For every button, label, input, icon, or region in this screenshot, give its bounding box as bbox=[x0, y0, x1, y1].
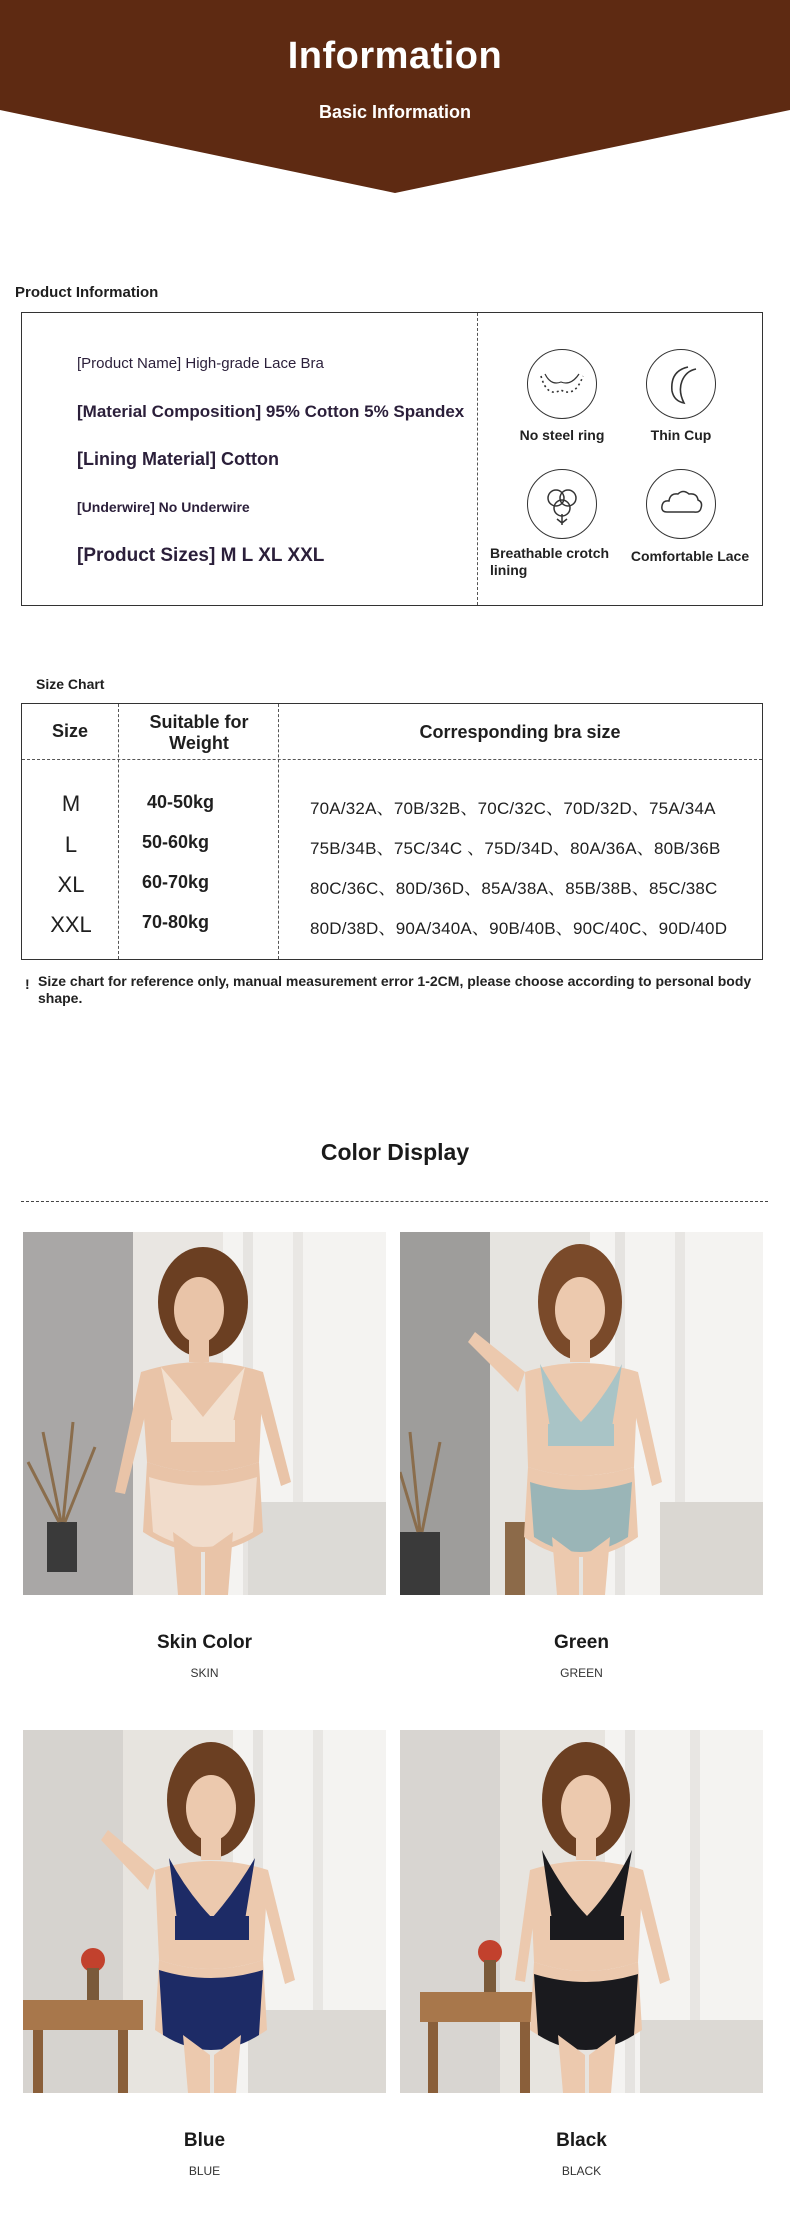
header-weight: Suitable for Weight bbox=[149, 712, 249, 753]
product-photo-green bbox=[400, 1232, 763, 1595]
size-note bbox=[25, 973, 765, 1007]
bra-size-cell: 70A/32A、70B/32B、70C/32C、70D/32D、75A/34A bbox=[310, 799, 716, 818]
feature-label-no-steel-ring: No steel ring bbox=[519, 427, 605, 443]
product-info-label: Product Information bbox=[15, 284, 159, 301]
header-banner bbox=[0, 0, 790, 195]
product-photo-blue bbox=[23, 1730, 386, 2093]
page-title: Information bbox=[287, 35, 503, 77]
color-code-black: BLACK bbox=[561, 2164, 602, 2178]
size-cell: XL bbox=[57, 872, 85, 897]
color-display-divider bbox=[21, 1201, 768, 1202]
info-line-sizes: [Product Sizes] M L XL XXL bbox=[77, 545, 325, 566]
color-code-green: GREEN bbox=[560, 1666, 603, 1680]
product-photo-black bbox=[400, 1730, 763, 2093]
cloud-icon bbox=[646, 469, 716, 539]
page-subtitle: Basic Information bbox=[318, 102, 472, 122]
bra-size-cell: 75B/34B、75C/34C 、75D/34D、80A/36A、80B/36B bbox=[310, 839, 721, 858]
color-name-black: Black bbox=[556, 2130, 607, 2151]
info-divider bbox=[477, 313, 478, 605]
header-bra-size: Corresponding bra size bbox=[419, 722, 621, 742]
color-code-skin: SKIN bbox=[190, 1666, 219, 1680]
product-info-box bbox=[21, 312, 763, 606]
size-cell: M bbox=[61, 791, 81, 816]
color-name-blue: Blue bbox=[183, 2130, 226, 2151]
product-photo-skin bbox=[23, 1232, 386, 1595]
color-name-skin: Skin Color bbox=[156, 1632, 252, 1653]
info-line-material: [Material Composition] 95% Cotton 5% Spandex bbox=[77, 402, 465, 421]
cotton-flower-icon bbox=[527, 469, 597, 539]
size-chart-label: Size Chart bbox=[36, 676, 105, 692]
info-line-product-name: [Product Name] High-grade Lace Bra bbox=[77, 355, 324, 372]
size-note-text: Size chart for reference only, manual measurement error 1-2CM, please choose according to personal body shape. bbox=[38, 973, 752, 1006]
banner-shape bbox=[0, 0, 790, 195]
warning-mark: ! bbox=[25, 976, 30, 992]
info-line-underwire: [Underwire] No Underwire bbox=[77, 499, 250, 515]
size-cell: XXL bbox=[50, 912, 92, 937]
bra-size-cell: 80D/38D、90A/340A、90B/40B、90C/40C、90D/40D bbox=[310, 919, 728, 938]
weight-cell: 70-80kg bbox=[142, 912, 210, 932]
feature-label-thin-cup: Thin Cup bbox=[650, 427, 712, 443]
bra-size-cell: 80C/36C、80D/36D、85A/38A、85B/38B、85C/38C bbox=[310, 879, 718, 898]
header-size: Size bbox=[51, 721, 89, 741]
color-display-title: Color Display bbox=[320, 1139, 470, 1165]
feature-label-breathable: Breathable crotch lining bbox=[490, 545, 610, 578]
feature-label-comfortable-lace: Comfortable Lace bbox=[630, 548, 750, 564]
info-line-lining: [Lining Material] Cotton bbox=[77, 449, 279, 469]
weight-cell: 60-70kg bbox=[142, 872, 210, 892]
size-chart-table bbox=[21, 703, 763, 960]
no-steel-ring-icon bbox=[527, 349, 597, 419]
weight-cell: 40-50kg bbox=[147, 792, 215, 812]
thin-cup-icon bbox=[646, 349, 716, 419]
weight-cell: 50-60kg bbox=[142, 832, 210, 852]
size-cell: L bbox=[64, 832, 78, 857]
color-name-green: Green bbox=[554, 1632, 609, 1653]
header-row-divider bbox=[22, 759, 762, 760]
color-code-blue: BLUE bbox=[188, 2164, 221, 2178]
